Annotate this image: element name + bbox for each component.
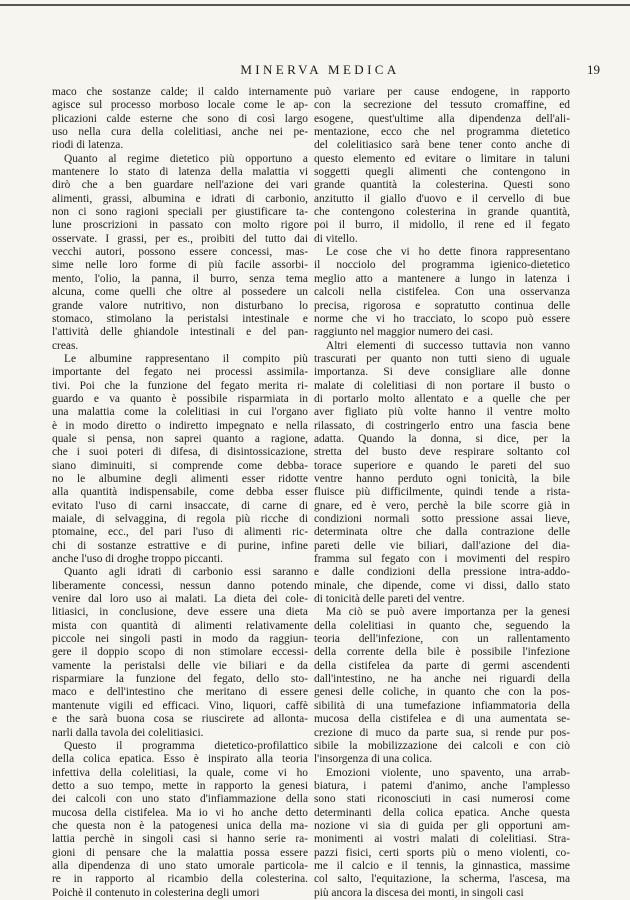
text-line: biatura, i patemi d'animo, anche l'amplesso	[314, 779, 570, 792]
text-line: vecchi autori, possono essere concessi, mas-	[52, 246, 308, 259]
text-line: evitato l'uso di carni insaccate, di carne di	[52, 499, 308, 512]
text-line: Le albumine rappresentano il compito più	[64, 352, 308, 365]
text-line: fluisce più difficilmente, quindi tende a rista-	[314, 486, 570, 499]
text-line: di portarlo molto allentato e a quelle che per	[314, 392, 570, 405]
text-line: nozione vi sia di guida per gli opportuni am-	[314, 819, 570, 832]
text-line: condizioni normali sotto pressione assai lieve,	[314, 513, 570, 525]
text-line: precisa, rigorosa e sopratutto continua delle	[314, 299, 570, 312]
text-line: genesi delle coliche, in quanto che con la pos-	[314, 686, 570, 699]
text-line: crezione di muco da parte sua, si rende pur pos-	[314, 726, 570, 739]
text-line: Le cose che vi ho dette finora rappresentano	[326, 246, 570, 259]
text-line: grande quantità la colesterina. Questi sono	[314, 179, 570, 192]
text-line: gere il doppio scopo di non stimolare eccessi-	[52, 646, 308, 659]
text-line: pareti delle vie biliari, dall'azione del dia-	[314, 539, 570, 552]
text-line: Poichè il contenuto in colesterina degli umori	[52, 886, 260, 899]
text-line: più ancora la discesa dei monti, in singoli casi	[314, 886, 524, 899]
text-line: il nocciolo del programma igienico-dietetico	[314, 259, 570, 272]
text-line: non ci sono ragioni speciali per giustificare ta-	[52, 206, 308, 219]
text-line: mucosa della cistifelea e di una aumentata se-	[314, 713, 570, 726]
text-line: gnare, ed è vero, perchè la bile scorre già in	[314, 499, 570, 512]
text-line: alcuna, come quelli che oltre al possedere un	[52, 286, 308, 299]
text-line: narli dalla tavola dei colelitiasici.	[52, 726, 204, 739]
text-line: pazzi fisici, certi sports più o meno violenti, co-	[314, 846, 570, 859]
text-line: può variare per cause endogene, in rapporto	[314, 86, 570, 98]
text-line: adatta. Quando la donna, si dice, per la	[314, 432, 570, 445]
page-number: 19	[587, 62, 600, 77]
text-line: importante del fegato nei processi assimila-	[52, 366, 308, 379]
text-line: determinanti della colica epatica. Anche questa	[314, 806, 570, 819]
text-line: venire dal loro uso ai malati. La dieta dei cole-	[52, 593, 308, 606]
text-line: una malattia come la colelitiasi in cui l'organo	[52, 406, 308, 419]
text-line: torace superiore e quando le pareti del suo	[314, 459, 570, 472]
text-line: alla dipendenza di uno stato umorale particola-	[52, 859, 308, 872]
text-line: no le albumine degli alimenti esser ridotte	[52, 472, 308, 485]
text-line: osservate. I grassi, per es., proibiti del tutto dai	[52, 232, 308, 245]
text-line: quale si pensa, non saprei quanto a ragione,	[52, 432, 308, 445]
text-line: stomaco, stimolano la peristalsi intestinale e	[52, 312, 308, 325]
text-line: framma sul fegato con i movimenti del respiro	[314, 553, 570, 566]
text-line: ptomaine, ecc., del pari l'uso di alimenti ric-	[52, 526, 308, 539]
text-line: soggetti quegli alimenti che contengono in	[314, 166, 570, 179]
text-line: questo elemento ed evitare o limitare in taluni	[314, 152, 570, 165]
text-line: piccole nei singoli pasti in modo da raggiun-	[52, 633, 308, 646]
text-line: di tonicità delle pareti del ventre.	[314, 593, 465, 606]
text-line: della colica epatica. Esso è inspirato alla teoria	[52, 753, 308, 766]
text-line: grande valore nutritivo, non disturbano lo	[52, 299, 308, 312]
text-line: rilassato, di costringerlo entro una fascia bene	[314, 419, 570, 432]
text-line: maco e dell'intestino che meritano di essere	[52, 686, 308, 699]
text-line: liberamente concessi, nessun danno potendo	[52, 579, 308, 592]
text-line: sibile la mobilizzazione dei calcoli e con ciò	[314, 739, 570, 752]
text-line: aver figliato più volte hanno il ventre molto	[314, 406, 570, 419]
text-line: mentazione, ecco che nel programma dietetico	[314, 126, 570, 139]
text-line: della colelitiasi in quanto che, seguendo la	[314, 619, 570, 632]
text-line: mantenute vigili ed efficaci. Vino, liquori, caffè	[52, 699, 308, 712]
text-line: vamente la peristalsi delle vie biliari e da	[52, 659, 308, 672]
text-line: Quanto agli idrati di carbonio essi saranno	[64, 566, 308, 579]
left-text-column	[52, 86, 308, 900]
text-line: della cistifelea da parte di germi ascendenti	[314, 659, 570, 672]
text-line: anzitutto il giallo d'uovo e il cervello di bue	[314, 192, 570, 205]
text-line: maiale, di selvaggina, di regola più ricche di	[52, 513, 308, 525]
text-line: meglio atto a mantenere a lungo in latenza i	[314, 272, 570, 285]
text-line: litiasici, in conclusione, deve essere una dieta	[52, 606, 308, 619]
text-line: creas.	[52, 339, 79, 352]
text-line: Ma ciò se può avere importanza per la genesi	[326, 606, 570, 619]
text-line: dirò che a ben guardare nell'azione dei vari	[52, 179, 308, 192]
text-line: re in rapporto al ricambio della colesterina.	[52, 873, 308, 886]
text-line: lune proscrizioni in passato con molto rigore	[52, 219, 308, 232]
text-line: minale, che dipende, come vi dissi, dallo stato	[314, 579, 570, 592]
right-text-column	[314, 86, 570, 900]
text-line: che contengono colesterina in grande quantità,	[314, 206, 570, 219]
text-line: col salto, l'equitazione, la scherma, l'ascesa, ma	[314, 873, 570, 886]
text-line: guardo e va quanto è possibile risparmiata in	[52, 392, 308, 405]
text-line: con la secrezione del tessuto cromaffine, ed	[314, 99, 570, 112]
text-line: calcoli nella cistifelea. Con una osservanza	[314, 286, 570, 299]
text-line: stretta del busto deve respirare soltanto col	[314, 446, 570, 459]
text-line: dei calcoli con uno stato d'infiammazione della	[52, 793, 308, 806]
text-line: raggiunto nel maggior numero dei casi.	[314, 326, 494, 339]
text-line: l'attività delle ghiandole intestinali e del pan-	[52, 326, 308, 339]
text-line: siano diminuiti, si comprende come debba-	[52, 459, 308, 472]
text-line: ventre hanno perduto ogni tonicità, la bile	[314, 472, 570, 485]
text-line: malate di colelitiasi di non portare il busto o	[314, 379, 570, 392]
text-line: che i suoi poteri di difesa, di disintossicazione,	[52, 446, 308, 459]
text-line: che questa non è la patogenesi unica della ma-	[52, 819, 308, 832]
text-line: chi di sostanze estrattive e di purine, infine	[52, 539, 308, 552]
text-line: l'insorgenza di una colica.	[314, 753, 433, 766]
text-line: anche l'uso di droghe troppo piccanti.	[52, 553, 223, 566]
text-line: agisce sul processo morboso locale come le ap-	[52, 99, 308, 112]
text-line: uso nella cura della colelitiasi, anche nei pe-	[52, 126, 308, 139]
text-line: detto a suo tempo, mette in rapporto la genesi	[52, 779, 308, 792]
text-line: e dalle condizioni della pressione intra-addo-	[314, 566, 570, 579]
text-line: Altri elementi di successo tuttavia non vanno	[326, 339, 570, 352]
text-line: di vitello.	[314, 232, 358, 245]
text-line: è in modo diretto o indiretto impegnato e nella	[52, 419, 308, 432]
text-line: norme che vi ho tracciato, lo scopo può essere	[314, 312, 570, 325]
text-line: del colelitiasico sarà bene tener conto anche di	[314, 139, 570, 152]
text-line: della corrente della bile è possibile l'infezione	[314, 646, 570, 659]
text-line: monimenti ai vostri malati di colelitiasi. Stra-	[314, 833, 570, 846]
text-line: tivi. Poi che la funzione del fegato merita ri-	[52, 379, 308, 392]
text-line: esogene, quest'ultime alla dipendenza dell'ali-	[314, 112, 570, 125]
text-line: Emozioni violente, uno spavento, una arrab-	[326, 766, 570, 779]
text-line: plicazioni calde esterne che sono di così largo	[52, 112, 308, 125]
text-line: Questo il programma dietetico-profilattico	[64, 739, 308, 752]
text-line: sono stati riconosciuti in casi numerosi come	[314, 793, 570, 806]
text-line: mista con quantità di alimenti relativamente	[52, 619, 308, 632]
text-line: poi il burro, il midollo, il rene ed il fegato	[314, 219, 570, 232]
text-line: risparmiare la funzione del fegato, dello sto-	[52, 673, 308, 686]
text-line: infettiva della colelitiasi, la quale, come vi ho	[52, 766, 308, 779]
text-line: mantenere lo stato di latenza della malattia vi	[52, 166, 308, 179]
journal-title: MINERVA MEDICA	[240, 62, 400, 77]
text-line: mento, l'olio, la panna, il burro, senza tema	[52, 272, 308, 285]
top-page-rule	[0, 4, 630, 6]
text-line: gioni di pensare che la malattia possa essere	[52, 846, 308, 859]
text-line: alla quantità indispensabile, come debba esser	[52, 486, 308, 499]
text-line: maco che sostanze calde; il caldo internamente	[52, 86, 308, 98]
text-line: trascurati per quanto non tutti sieno di uguale	[314, 352, 570, 365]
text-line: sime nelle loro forme di più facile assorbi-	[52, 259, 308, 272]
text-line: sibilità di una tumefazione infiammatoria della	[314, 699, 570, 712]
text-line: Quanto al regime dietetico più opportuno a	[64, 152, 308, 165]
text-line: me il calcio e il tennis, la ginnastica, massime	[314, 859, 570, 872]
text-line: teoria dell'infezione, con un rallentamento	[314, 633, 570, 646]
text-line: importanza. Si deve consigliare alle donne	[314, 366, 570, 379]
text-line: mucosa della cistifelea. Ma io vi ho anche detto	[52, 806, 308, 819]
text-line: riodi di latenza.	[52, 139, 124, 152]
text-line: alimenti, grassi, albumina e idrati di carbonio,	[52, 192, 308, 205]
text-line: lattia perchè in singoli casi si hanno serie ra-	[52, 833, 308, 846]
text-line: determinata oltre che dalla contrazione delle	[314, 526, 570, 539]
running-head	[40, 62, 600, 80]
text-line: e the sarà buona cosa se riuscirete ad allonta-	[52, 713, 308, 726]
text-line: dall'intestino, ne ha anche nei riguardi della	[314, 673, 570, 686]
